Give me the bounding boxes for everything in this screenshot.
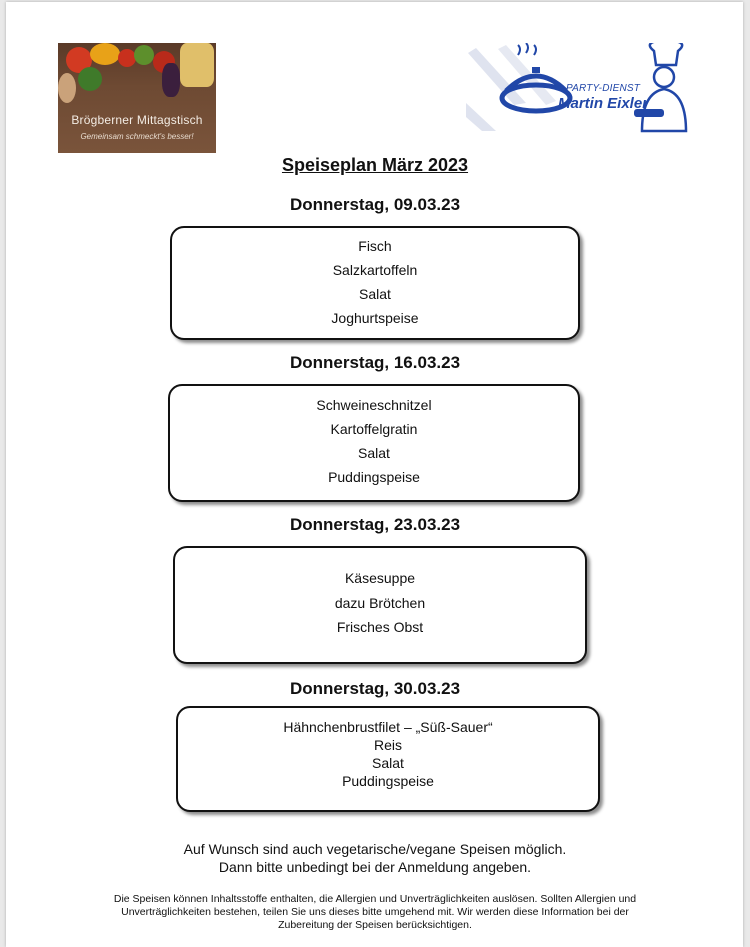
note-line: Auf Wunsch sind auch vegetarische/vegane Speisen möglich. — [183, 841, 567, 857]
broccoli-icon — [78, 67, 102, 91]
day-heading: Donnerstag, 09.03.23 — [289, 195, 461, 214]
menu-item: Salat — [372, 755, 404, 771]
allergy-line: Unverträglichkeiten bestehen, teilen Sie uns dieses bitte umgehend mit. Wir werden diese Information bei der — [121, 906, 629, 918]
logo-martin-eixler: Martin Eixler — [558, 95, 649, 112]
leaf-icon — [134, 45, 154, 65]
page-title: Speiseplan März 2023 — [281, 155, 469, 175]
menu-item: Reis — [373, 737, 402, 753]
eggplant-icon — [162, 63, 180, 97]
menu-box — [173, 546, 587, 664]
day-heading: Donnerstag, 30.03.23 — [289, 679, 461, 698]
menu-item: Puddingspeise — [328, 469, 420, 485]
menu-item: Hähnchenbrustfilet – „Süß-Sauer“ — [283, 719, 493, 735]
pepper-icon — [90, 43, 120, 65]
menu-item: dazu Brötchen — [334, 594, 426, 611]
onion-icon — [58, 73, 76, 103]
vegetarian-note — [0, 840, 750, 876]
logo-title: Brögberner Mittagstisch — [71, 113, 203, 127]
menu-item: Puddingspeise — [342, 773, 434, 789]
menu-item: Salat — [359, 286, 391, 302]
menu-item: Schweineschnitzel — [316, 397, 432, 413]
allergy-line: Die Speisen können Inhaltsstoffe enthalten, die Allergien und Unverträglichkeiten auslösen. Sollten Allergien und — [113, 893, 637, 905]
note-line: Dann bitte unbedingt bei der Anmeldung angeben. — [218, 859, 532, 875]
mittagstisch-logo — [58, 43, 216, 153]
day-heading: Donnerstag, 16.03.23 — [289, 353, 461, 372]
menu-item: Salzkartoffeln — [332, 262, 418, 278]
menu-box — [176, 706, 600, 812]
menu-item: Kartoffelgratin — [330, 421, 418, 437]
day-heading: Donnerstag, 23.03.23 — [289, 515, 461, 534]
menu-item: Fisch — [358, 238, 392, 254]
pasta-icon — [180, 43, 214, 87]
menu-item: Joghurtspeise — [331, 310, 419, 326]
allergy-line: Zubereitung der Speisen berücksichtigen. — [278, 919, 472, 931]
allergy-notice — [50, 893, 700, 932]
logo-party-dienst: PARTY-DIENST — [566, 83, 641, 94]
party-dienst-logo — [466, 43, 696, 133]
logo-tagline: Gemeinsam schmeckt's besser! — [80, 132, 194, 141]
menu-item: Frisches Obst — [336, 619, 424, 635]
menu-box — [168, 384, 580, 502]
menu-box — [170, 226, 580, 340]
menu-item: Salat — [358, 445, 390, 461]
menu-item: Käsesuppe — [344, 570, 416, 586]
